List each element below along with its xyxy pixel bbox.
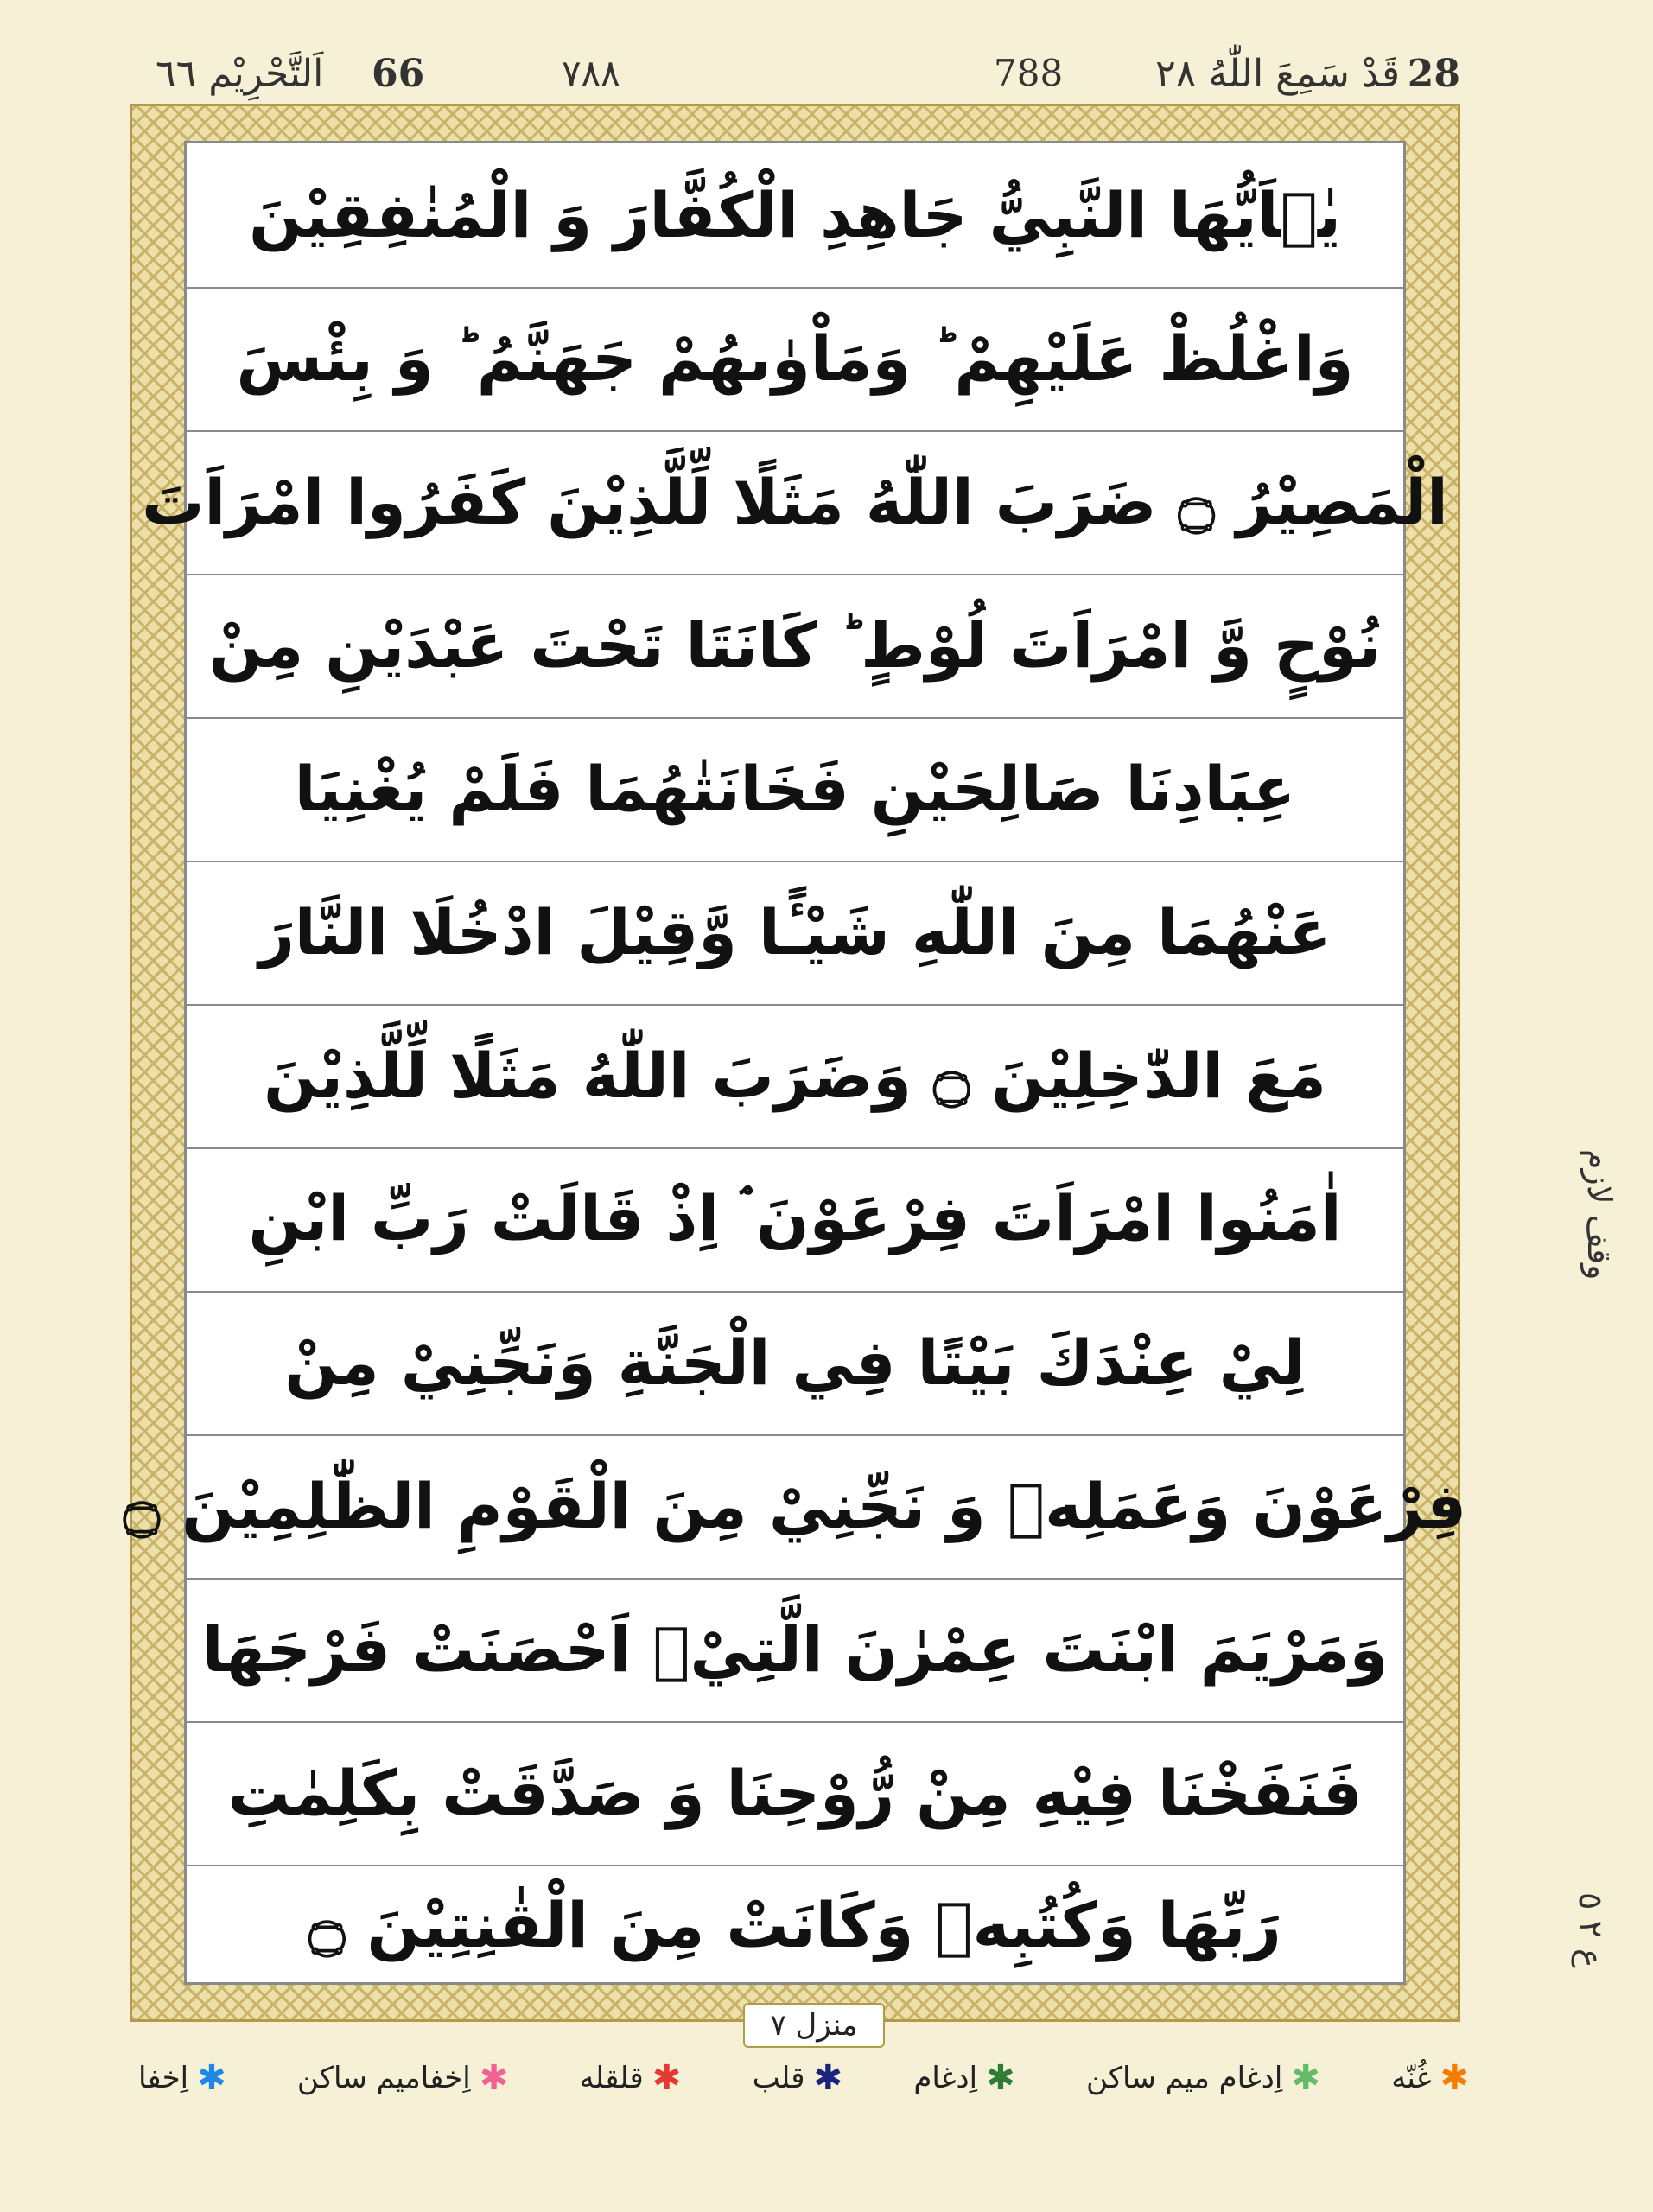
verse-line-10: فِرْعَوْنَ وَعَمَلِهٖ وَ نَجِّنِيْ مِنَ الْقَوْمِ الظّٰلِمِيْنَ ۝ <box>187 1434 1403 1580</box>
legend-item-qalb: ✱ قلب <box>752 2058 843 2098</box>
verse-line-4: نُوْحٍ وَّ امْرَاَتَ لُوْطٍ ؕ كَانَتَا تَحْتَ عَبْدَيْنِ مِنْ <box>187 574 1403 719</box>
verse-line-11: وَمَرْيَمَ ابْنَتَ عِمْرٰنَ الَّتِيْۤ اَحْصَنَتْ فَرْجَهَا <box>187 1578 1403 1723</box>
tajweed-color-legend <box>138 2052 1469 2104</box>
legend-item-qalqala: ✱ قلقله <box>579 2058 682 2098</box>
page-number-arabic: ٧٨٨ <box>562 52 620 94</box>
verse-line-5: عِبَادِنَا صَالِحَيْنِ فَخَانَتٰهُمَا فَلَمْ يُغْنِيَا <box>187 717 1403 862</box>
star-icon: ✱ <box>197 2058 226 2098</box>
text-panel <box>123 141 1467 1985</box>
ruku-marker: ع ٢ ٥ <box>1572 1892 1610 1968</box>
verse-line-12: فَنَفَخْنَا فِيْهِ مِنْ رُّوْحِنَا وَ صَدَّقَتْ بِكَلِمٰتِ <box>187 1721 1403 1866</box>
verse-line-9: لِيْ عِنْدَكَ بَيْتًا فِي الْجَنَّةِ وَنَجِّنِيْ مِنْ <box>187 1291 1403 1436</box>
page-number-latin: 788 <box>994 52 1064 94</box>
legend-item-idgham: ✱ اِدغام <box>913 2058 1015 2098</box>
verse-line-1: يٰۤاَيُّهَا النَّبِيُّ جَاهِدِ الْكُفَّارَ وَ الْمُنٰفِقِيْنَ <box>187 143 1403 289</box>
legend-item-idgham-meem-sakin: ✱ اِدغام ميم ساكن <box>1085 2058 1320 2098</box>
legend-item-ikhfa: ✱ اِخفا <box>138 2058 226 2098</box>
star-icon: ✱ <box>652 2058 682 2098</box>
surah-number: 66 <box>372 52 425 96</box>
juz-number: 28 <box>1407 52 1460 96</box>
star-icon: ✱ <box>479 2058 509 2098</box>
verse-line-13: رَبِّهَا وَكُتُبِهٖ وَكَانَتْ مِنَ الْقٰنِتِيْنَ ۝ <box>308 1889 1281 1961</box>
manzil-label: منزل ٧ <box>743 2003 885 2048</box>
ornamental-border <box>123 104 1467 2022</box>
verse-line-7: مَعَ الدّٰخِلِيْنَ ۝ وَضَرَبَ اللّٰهُ مَثَلًا لِّلَّذِيْنَ <box>187 1004 1403 1149</box>
verse-line-8: اٰمَنُوا امْرَاَتَ فِرْعَوْنَ ۘ اِذْ قَالَتْ رَبِّ ابْنِ <box>187 1147 1403 1293</box>
star-icon: ✱ <box>1291 2058 1320 2098</box>
juz-name: قَدْ سَمِعَ اللّٰهُ ٢٨ <box>1155 52 1400 96</box>
verse-line-6: عَنْهُمَا مِنَ اللّٰهِ شَيْـًٔا وَّقِيْلَ ادْخُلَا النَّارَ <box>187 861 1403 1006</box>
star-icon: ✱ <box>813 2058 843 2098</box>
star-icon: ✱ <box>986 2058 1015 2098</box>
legend-item-ghunna: ✱ غُنّه <box>1391 2058 1469 2098</box>
star-icon: ✱ <box>1440 2058 1469 2098</box>
verse-line-2: وَاغْلُظْ عَلَيْهِمْ ؕ وَمَاْوٰىهُمْ جَهَنَّمُ ؕ وَ بِئْسَ <box>187 287 1403 432</box>
waqf-lazim-note: وقف لازم <box>1580 1149 1618 1281</box>
legend-item-ikhfa-meem-sakin: ✱ اِخفاميم ساكن <box>296 2058 509 2098</box>
surah-name: اَلتَّحْرِيْم ٦٦ <box>156 52 324 96</box>
verse-line-3: الْمَصِيْرُ ۝ ضَرَبَ اللّٰهُ مَثَلًا لِّلَّذِيْنَ كَفَرُوا امْرَاَتَ <box>187 430 1403 575</box>
